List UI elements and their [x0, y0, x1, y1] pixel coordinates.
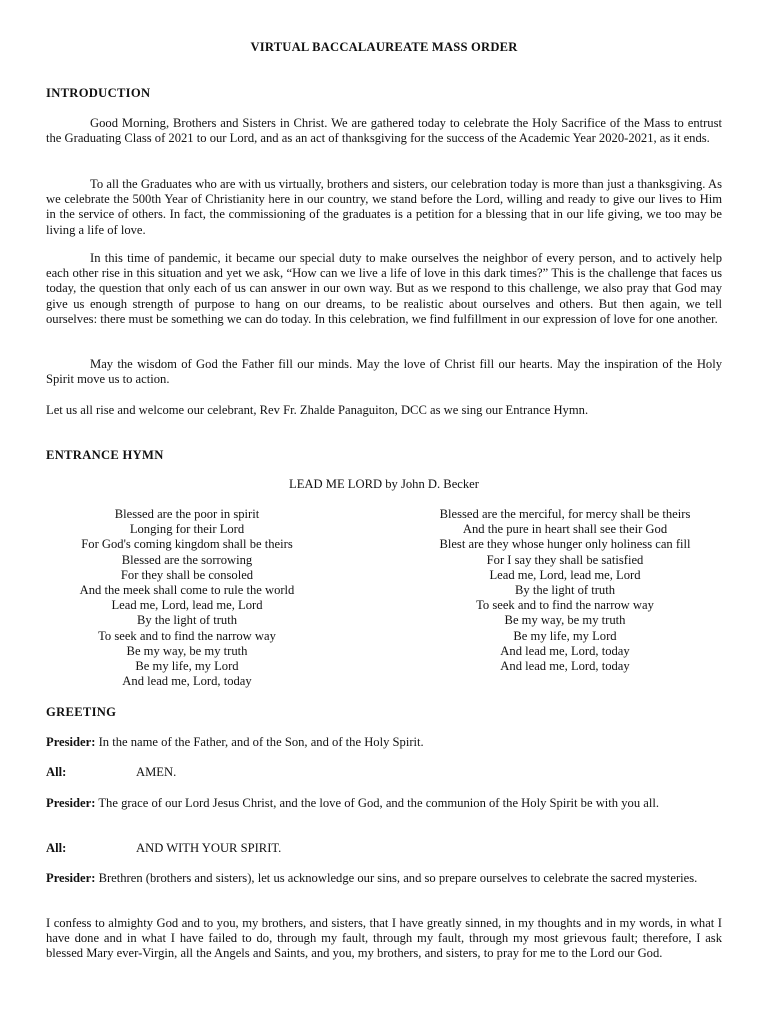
introduction-heading: INTRODUCTION: [46, 86, 151, 100]
presider-text-2: The grace of our Lord Jesus Christ, and the love of God, and the communion of the Holy Spirit be with you all.: [98, 796, 660, 810]
hymn-line: To seek and to find the narrow way: [476, 598, 654, 613]
hymn-line: Lead me, Lord, lead me, Lord: [111, 598, 263, 613]
intro-paragraph-1: Good Morning, Brothers and Sisters in Christ. We are gathered today to celebrate the Holy Sacrifice of the Mass to entrust the Graduating Class of 2021 to our Lord, and as an act of thanksgiving for the success of the Academic Year 2020-2021, as it ends.: [46, 116, 722, 146]
hymn-line: To seek and to find the narrow way: [98, 628, 276, 643]
hymn-line: Longing for their Lord: [129, 522, 245, 537]
all-response-1: AMEN.: [136, 765, 177, 779]
intro-closing: Let us all rise and welcome our celebrant, Rev Fr. Zhalde Panaguiton, DCC as we sing our Entrance Hymn.: [46, 403, 589, 417]
hymn-line: And the meek shall come to rule the world: [79, 582, 295, 597]
hymn-right-column: [415, 507, 715, 674]
presider-label: Presider:: [46, 796, 96, 810]
hymn-line: By the light of truth: [136, 613, 238, 628]
all-response-2: AND WITH YOUR SPIRIT.: [136, 841, 282, 855]
hymn-line: And lead me, Lord, today: [500, 658, 630, 673]
confiteor-paragraph: I confess to almighty God and to you, my brothers, and sisters, that I have greatly sinned, in my thoughts and in my words, in what I have done and in what I have failed to do, through my fault, through my fault, through my most grievous fault; therefore, I ask blessed Mary ever-Virgin, all the Angels and Saints, and you, my brothers, and sisters, to pray for me to the Lord our God.: [46, 916, 722, 961]
all-label: All:: [46, 841, 67, 855]
greeting-heading: GREETING: [46, 705, 117, 719]
document-title: VIRTUAL BACCALAUREATE MASS ORDER: [250, 40, 518, 54]
hymn-line: For God's coming kingdom shall be theirs: [81, 537, 293, 552]
hymn-line: Be my life, my Lord: [135, 658, 239, 673]
hymn-line: Lead me, Lord, lead me, Lord: [489, 567, 641, 582]
hymn-line: Blessed are the poor in spirit: [114, 507, 260, 521]
intro-paragraph-3: In this time of pandemic, it became our special duty to make ourselves the neighbor of every person, and to actively help each other rise in this situation and yet we ask, “How can we live a life of love in this dark times?” This is the challenge that faces us today, the question that only each of us can answer in our own way. But as we respond to this challenge, we also pray that God may give us enough strength of purpose to hang on our dreams, to be realistic about ourselves and others. But then again, we tell ourselves: there must be something we can do today. In this celebration, we find fulfillment in our expression of love for one another.: [46, 251, 722, 326]
hymn-line: Be my way, be my truth: [126, 643, 248, 658]
all-line-1: [46, 765, 722, 780]
hymn-line: And the pure in heart shall see their God: [462, 522, 668, 537]
hymn-line: And lead me, Lord, today: [500, 643, 630, 658]
hymn-line: Blessed are the sorrowing: [121, 552, 253, 567]
hymn-line: Blest are they whose hunger only holiness can fill: [439, 537, 691, 552]
hymn-left-column: [37, 507, 337, 689]
hymn-line: Blessed are the merciful, for mercy shall be theirs: [439, 507, 691, 521]
hymn-title: LEAD ME LORD by John D. Becker: [289, 477, 479, 491]
entrance-hymn-heading: ENTRANCE HYMN: [46, 448, 164, 462]
hymn-line: For they shall be consoled: [120, 567, 254, 582]
hymn-line: And lead me, Lord, today: [122, 674, 252, 689]
all-label: All:: [46, 765, 67, 779]
presider-text-1: In the name of the Father, and of the Son, and of the Holy Spirit.: [98, 735, 424, 749]
presider-line-1: [46, 735, 722, 750]
hymn-line: For I say they shall be satisfied: [486, 552, 644, 567]
hymn-line: Be my life, my Lord: [513, 628, 617, 643]
hymn-line: Be my way, be my truth: [504, 613, 626, 628]
presider-line-3: [46, 871, 722, 886]
presider-label: Presider:: [46, 871, 96, 885]
all-line-2: [46, 841, 722, 856]
presider-text-3: Brethren (brothers and sisters), let us acknowledge our sins, and so prepare ourselves to celebrate the sacred mysteries.: [98, 871, 698, 885]
hymn-line: By the light of truth: [514, 582, 616, 597]
presider-label: Presider:: [46, 735, 96, 749]
presider-line-2: [46, 796, 722, 811]
intro-paragraph-4: May the wisdom of God the Father fill our minds. May the love of Christ fill our hearts. May the inspiration of the Holy Spirit move us to action.: [46, 357, 722, 387]
intro-paragraph-2: To all the Graduates who are with us virtually, brothers and sisters, our celebration today is more than just a thanksgiving. As we celebrate the 500th Year of Christianity here in our country, we stand before the Lord, willing and ready to give our lives to Him in the service of others. In fact, the commissioning of the graduates is a petition for a blessing that in our life giving, we too may be living a life of love.: [46, 177, 722, 237]
